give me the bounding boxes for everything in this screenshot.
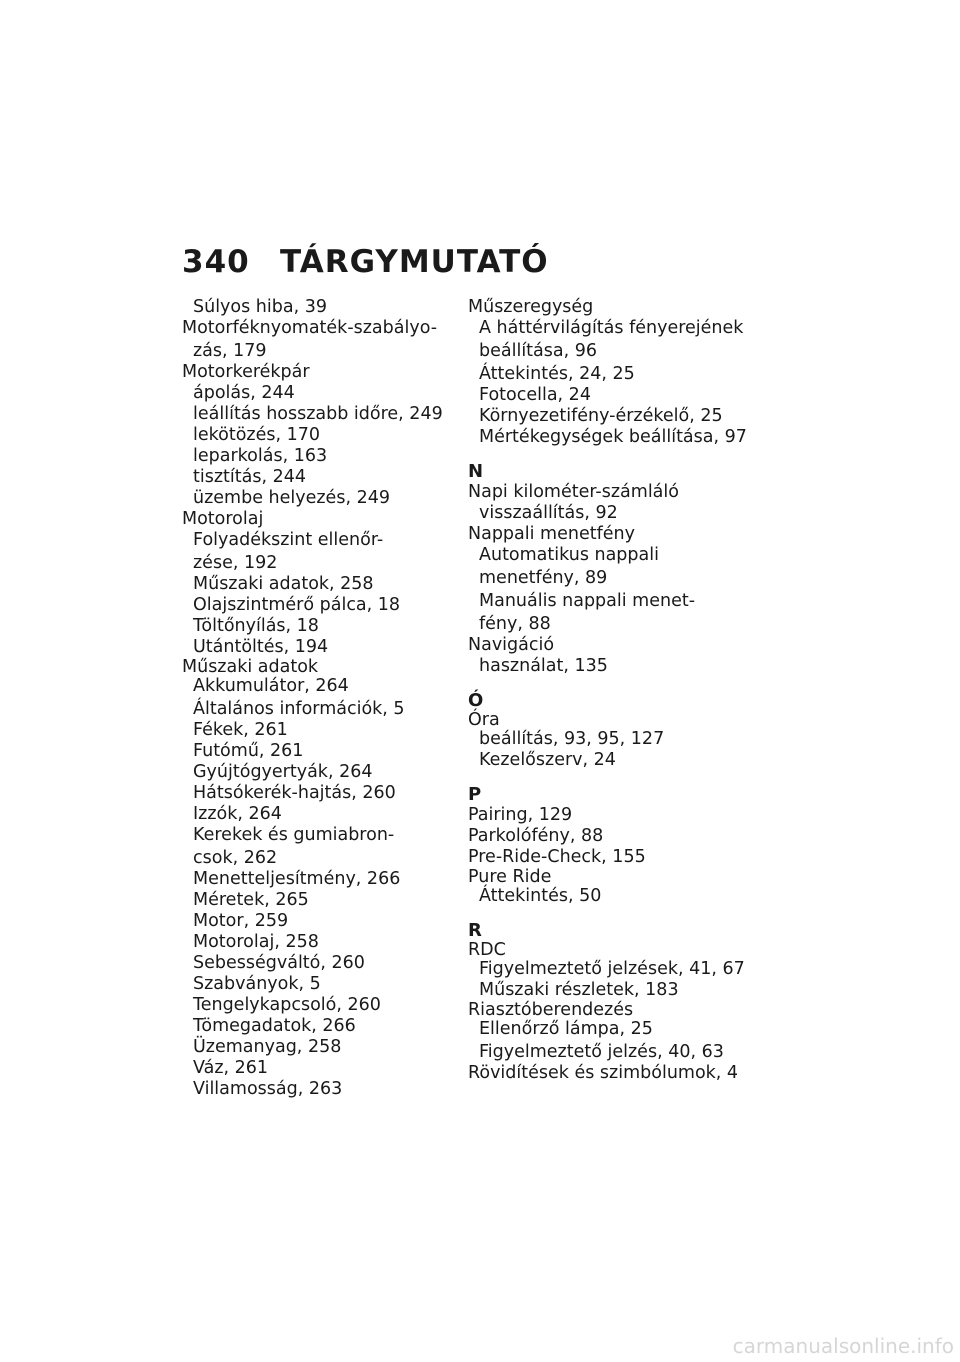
index-subentry: üzembe helyezés, 249 <box>193 488 390 508</box>
index-subentry: Hátsókerék-hajtás, 260 <box>193 783 396 803</box>
index-subentry: Áttekintés, 50 <box>479 886 602 906</box>
index-subentry: ápolás, 244 <box>193 383 295 403</box>
index-subentry: tisztítás, 244 <box>193 467 306 487</box>
index-subentry: használat, 135 <box>479 656 608 676</box>
index-entry: Pairing, 129 <box>468 805 573 825</box>
index-entry: RDC <box>468 940 506 960</box>
index-subentry: Villamosság, 263 <box>193 1079 343 1099</box>
index-entry: Pure Ride <box>468 867 552 887</box>
index-subentry: Olajszintmérő pálca, 18 <box>193 595 401 615</box>
index-subentry: Kezelőszerv, 24 <box>479 750 616 770</box>
index-subentry: Folyadékszint ellenőr- <box>193 530 384 550</box>
index-subentry: Súlyos hiba, 39 <box>193 297 327 317</box>
index-subentry: Tömegadatok, 266 <box>193 1016 356 1036</box>
index-entry: Parkolófény, 88 <box>468 826 604 846</box>
index-entry: Motorkerékpár <box>182 362 310 382</box>
index-subentry: Sebességváltó, 260 <box>193 953 365 973</box>
page-number: 340 <box>182 244 250 280</box>
index-entry: Rövidítések és szimbólumok, 4 <box>468 1063 739 1083</box>
index-subentry: Üzemanyag, 258 <box>193 1037 342 1057</box>
index-entry: Műszeregység <box>468 297 594 317</box>
index-column-left <box>182 297 452 1100</box>
index-subentry: Általános információk, 5 <box>193 699 405 719</box>
index-subentry: Méretek, 265 <box>193 890 309 910</box>
index-subentry: Motor, 259 <box>193 911 289 931</box>
index-subentry: Tengelykapcsoló, 260 <box>193 995 381 1015</box>
index-subentry: Műszaki részletek, 183 <box>479 980 679 1000</box>
index-subentry: Gyújtógyertyák, 264 <box>193 762 373 782</box>
index-entry: Pre-Ride-Check, 155 <box>468 847 646 867</box>
index-subentry: Figyelmeztető jelzések, 41, 67 <box>479 959 745 979</box>
index-entry: Motorféknyomaték-szabályo- <box>182 318 438 338</box>
watermark-text: carmanualsonline.info <box>732 1334 954 1358</box>
index-subentry: Áttekintés, 24, 25 <box>479 364 635 384</box>
index-subentry: zás, 179 <box>193 341 267 361</box>
index-subentry: Váz, 261 <box>193 1058 269 1078</box>
index-entry: Napi kilométer-számláló <box>468 482 679 502</box>
index-subentry: csok, 262 <box>193 848 278 868</box>
index-subentry: zése, 192 <box>193 553 278 573</box>
index-section-letter: R <box>468 920 482 941</box>
index-entry: Műszaki adatok <box>182 657 319 677</box>
index-subentry: Környezetifény-érzékelő, 25 <box>479 406 723 426</box>
index-subentry: Figyelmeztető jelzés, 40, 63 <box>479 1042 724 1062</box>
index-subentry: menetfény, 89 <box>479 568 608 588</box>
index-section-letter: P <box>468 784 482 805</box>
index-entry: Riasztóberendezés <box>468 1000 634 1020</box>
index-column-right <box>468 297 758 1084</box>
index-subentry: beállítása, 96 <box>479 341 598 361</box>
index-entry: Motorolaj <box>182 509 264 529</box>
index-subentry: Ellenőrző lámpa, 25 <box>479 1019 653 1039</box>
index-entry: Navigáció <box>468 635 555 655</box>
index-subentry: beállítás, 93, 95, 127 <box>479 729 665 749</box>
index-subentry: Töltőnyílás, 18 <box>193 616 319 636</box>
index-subentry: Izzók, 264 <box>193 804 282 824</box>
index-subentry: leparkolás, 163 <box>193 446 328 466</box>
index-subentry: Szabványok, 5 <box>193 974 321 994</box>
page-header <box>182 244 549 280</box>
index-subentry: A háttérvilágítás fényerejének <box>479 318 744 338</box>
index-entry: Nappali menetfény <box>468 524 635 544</box>
index-subentry: fény, 88 <box>479 614 551 634</box>
index-subentry: Műszaki adatok, 258 <box>193 574 374 594</box>
index-subentry: leállítás hosszabb időre, 249 <box>193 404 443 424</box>
index-subentry: Menetteljesítmény, 266 <box>193 869 401 889</box>
index-subentry: Futómű, 261 <box>193 741 304 761</box>
index-subentry: Kerekek és gumiabron- <box>193 825 395 845</box>
index-section-letter: Ó <box>468 690 484 711</box>
index-subentry: visszaállítás, 92 <box>479 503 618 523</box>
index-subentry: lekötözés, 170 <box>193 425 321 445</box>
index-subentry: Akkumulátor, 264 <box>193 676 349 696</box>
index-section-letter: N <box>468 461 484 482</box>
index-entry: Óra <box>468 710 500 730</box>
index-subentry: Fékek, 261 <box>193 720 288 740</box>
index-subentry: Utántöltés, 194 <box>193 637 329 657</box>
index-subentry: Motorolaj, 258 <box>193 932 319 952</box>
page-title: TÁRGYMUTATÓ <box>280 244 549 280</box>
index-subentry: Mértékegységek beállítása, 97 <box>479 427 747 447</box>
index-subentry: Automatikus nappali <box>479 545 659 565</box>
index-subentry: Manuális nappali menet- <box>479 591 696 611</box>
index-subentry: Fotocella, 24 <box>479 385 591 405</box>
